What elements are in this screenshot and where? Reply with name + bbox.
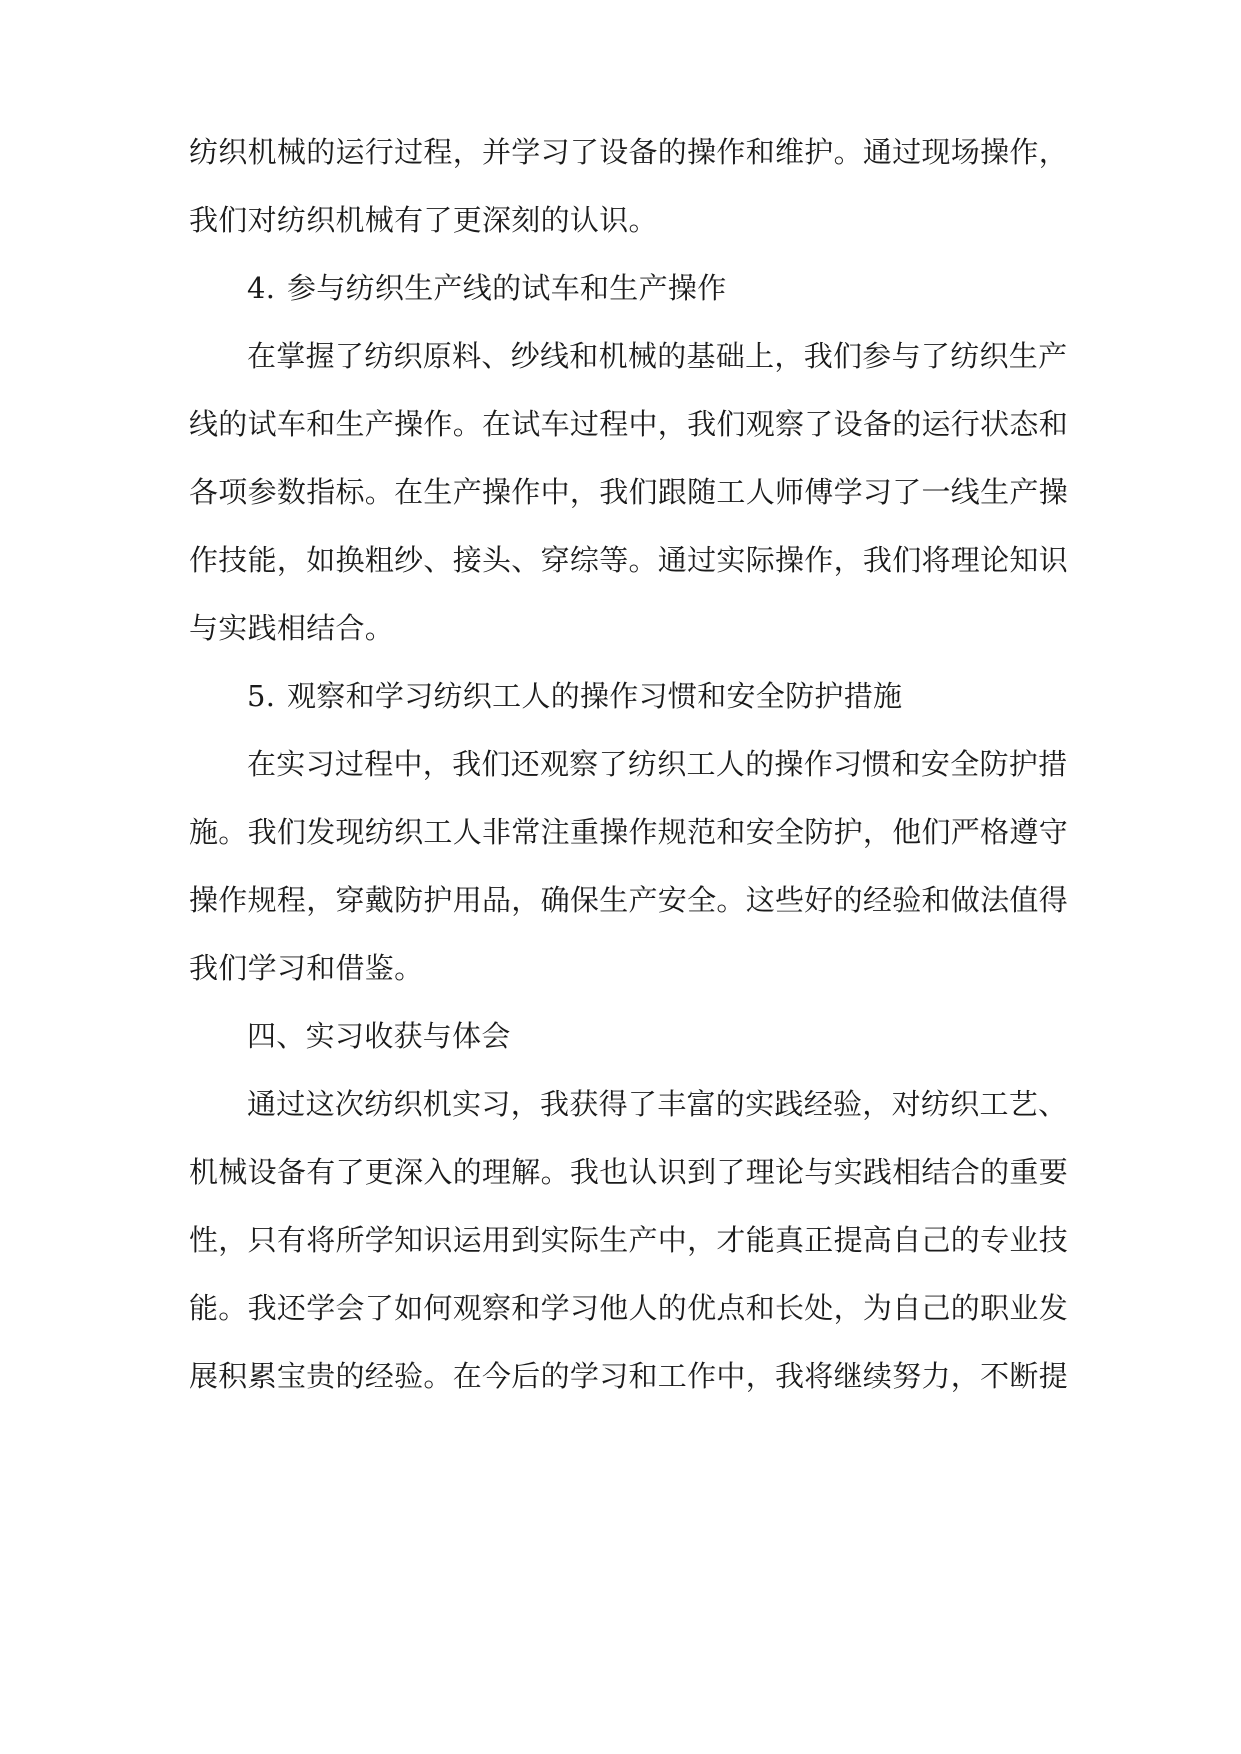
section-heading: 四、实习收获与体会: [247, 1019, 511, 1053]
text-line: 能。我还学会了如何观察和学习他人的优点和长处，为自己的职业发: [189, 1291, 1069, 1325]
text-line: 线的试车和生产操作。在试车过程中，我们观察了设备的运行状态和: [189, 407, 1069, 441]
text-line: 展积累宝贵的经验。在今后的学习和工作中，我将继续努力，不断提: [189, 1359, 1069, 1393]
heading-text: 观察和学习纺织工人的操作习惯和安全防护措施: [287, 679, 903, 713]
text-line: 施。我们发现纺织工人非常注重操作规范和安全防护，他们严格遵守: [189, 815, 1069, 849]
heading-text: 参与纺织生产线的试车和生产操作: [287, 271, 727, 305]
text-line: 操作规程，穿戴防护用品，确保生产安全。这些好的经验和做法值得: [189, 883, 1069, 917]
text-line: 在掌握了纺织原料、纱线和机械的基础上，我们参与了纺织生产: [247, 339, 1068, 373]
text-line: 我们对纺织机械有了更深刻的认识。: [189, 203, 658, 237]
text-line: 我们学习和借鉴。: [189, 951, 424, 985]
text-line: 在实习过程中，我们还观察了纺织工人的操作习惯和安全防护措: [247, 747, 1068, 781]
text-line: 机械设备有了更深入的理解。我也认识到了理论与实践相结合的重要: [189, 1155, 1069, 1189]
text-line: 纺织机械的运行过程，并学习了设备的操作和维护。通过现场操作，: [189, 135, 1069, 169]
text-line: 通过这次纺织机实习，我获得了丰富的实践经验，对纺织工艺、: [247, 1087, 1068, 1121]
heading-number: 4.: [247, 271, 276, 305]
section-heading-4: [247, 266, 1117, 310]
text-line: 与实践相结合。: [189, 611, 395, 645]
heading-number: 5.: [247, 679, 276, 713]
text-line: 作技能，如换粗纱、接头、穿综等。通过实际操作，我们将理论知识: [189, 543, 1069, 577]
text-line: 性，只有将所学知识运用到实际生产中，才能真正提高自己的专业技: [189, 1223, 1069, 1257]
section-heading-5: [247, 674, 1117, 718]
text-line: 各项参数指标。在生产操作中，我们跟随工人师傅学习了一线生产操: [189, 475, 1069, 509]
